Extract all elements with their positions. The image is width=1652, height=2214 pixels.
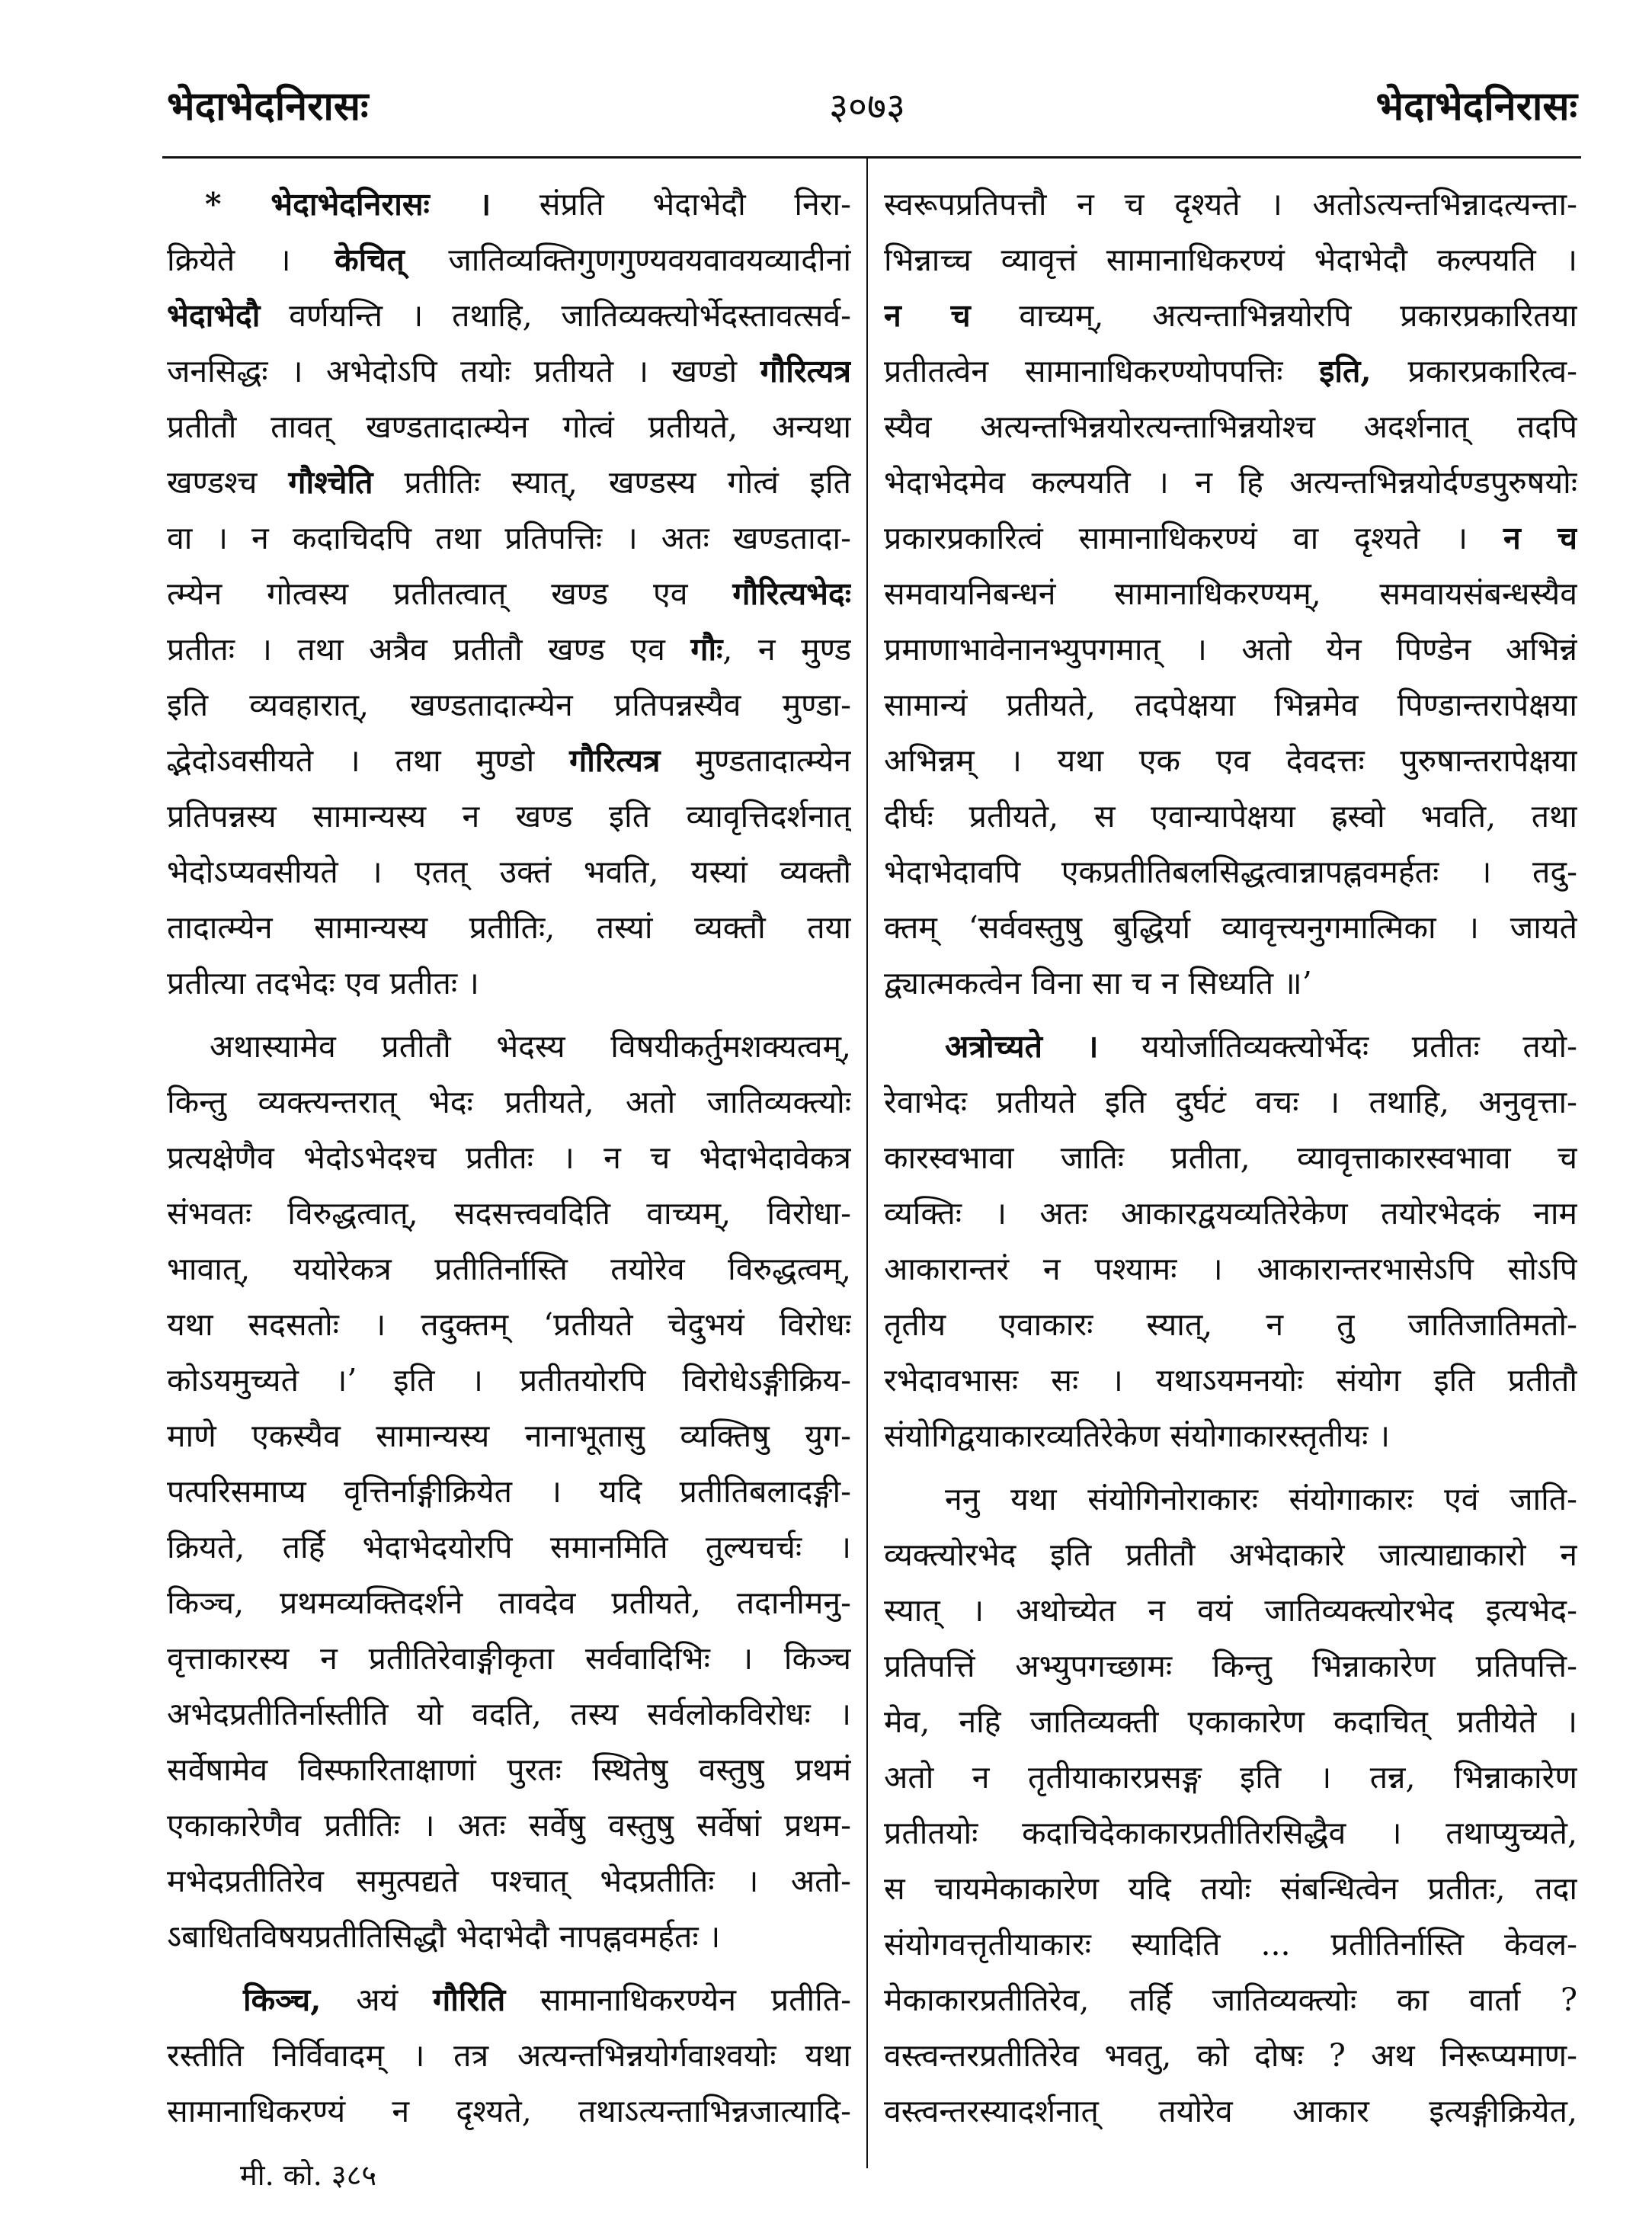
text-run: मुण्डतादात्म्येन	[660, 742, 851, 779]
text-line	[167, 1798, 851, 1854]
bold-term: अत्रोच्यते ।	[945, 1028, 1099, 1065]
text-line	[167, 622, 851, 678]
text-line	[167, 956, 851, 1011]
text-run: वा । न कदाचिदपि तथा प्रतिपत्तिः । अतः खण्डतादा-	[167, 520, 851, 556]
text-run: भेदाभेदमेव कल्पयति । न हि अत्यन्तभिन्नयोर्दण्डपुरुषयोः	[884, 464, 1577, 501]
text-line	[884, 1472, 1577, 1527]
bold-term: केचित्	[335, 242, 405, 278]
text-run: पत्परिसमाप्य वृत्तिर्नाङ्गीक्रियेत । यदि प्रतीतिबलादङ्गी-	[167, 1473, 851, 1510]
text-run: किन्तु व्यक्त्यन्तरात् भेदः प्रतीयते, अतो जातिव्यक्त्योः	[167, 1084, 851, 1120]
text-run: वृत्ताकारस्य न प्रतीतिरेवाङ्गीकृता सर्ववादिभिः । किञ्च	[167, 1640, 851, 1677]
text-line	[167, 1742, 851, 1798]
text-run: सामानाधिकरण्यं न दृश्यते, तथाऽत्यन्ताभिन्नजात्यादि-	[167, 2093, 851, 2129]
text-line	[167, 1075, 851, 1130]
text-line	[167, 455, 851, 511]
text-run: रेवाभेदः प्रतीयते इति दुर्घटं वचः । तथाहि, अनुवृत्ता-	[884, 1084, 1577, 1120]
bold-term: न च	[884, 297, 971, 334]
text-run: कारस्वभावा जातिः प्रतीता, व्यावृत्ताकारस्वभावा च	[884, 1139, 1577, 1176]
text-run: वस्त्वन्तरप्रतीतिरेव भवतु, को दोषः ? अथ निरूप्यमाण-	[884, 2037, 1577, 2074]
text-run: कोऽयमुच्यते ।’ इति । प्रतीतयोरपि विरोधेऽङ्गीक्रिय-	[167, 1362, 851, 1399]
text-run: भावात्, ययोरेकत्र प्रतीतिर्नास्ति तयोरेव विरुद्धत्वम्,	[167, 1251, 851, 1287]
text-line	[884, 956, 1577, 1011]
text-line	[167, 232, 851, 288]
text-line	[884, 1583, 1577, 1639]
column-divider	[866, 158, 868, 2168]
text-line	[167, 1687, 851, 1742]
header-rule	[162, 156, 1581, 159]
text-line	[884, 678, 1577, 733]
text-run: संयोगवत्तृतीयाकारः स्यादिति ... प्रतीतिर्नास्ति केवल-	[884, 1926, 1577, 1962]
right-column	[884, 177, 1577, 2139]
paragraph	[167, 1019, 851, 1965]
paragraph	[884, 177, 1577, 1011]
text-run: स्वरूपप्रतिपत्तौ न च दृश्यते । अतोऽत्यन्तभिन्नादत्यन्ता-	[884, 186, 1577, 223]
text-run: अथास्यामेव प्रतीतौ भेदस्य विषयीकर्तुमशक्यत्वम्,	[210, 1028, 851, 1065]
text-line	[884, 844, 1577, 900]
text-line	[884, 1130, 1577, 1186]
text-line	[884, 1750, 1577, 1805]
text-line	[167, 733, 851, 789]
text-line	[884, 2084, 1577, 2139]
text-run: सामानाधिकरण्येन प्रतीति-	[505, 1982, 851, 2018]
text-line	[167, 511, 851, 566]
text-run: स चायमेकाकारेण यदि तयोः संबन्धित्वेन प्रतीतः, तदा	[884, 1870, 1577, 1907]
text-line	[167, 1520, 851, 1575]
text-run: प्रतीत्या तदभेदः एव प्रतीतः ।	[167, 965, 479, 1001]
text-line	[884, 1694, 1577, 1750]
text-line	[167, 1019, 851, 1075]
text-run: ऽबाधितविषयप्रतीतिसिद्धौ भेदाभेदौ नापह्नवमर्हतः ।	[167, 1918, 721, 1955]
text-run: किञ्च, प्रथमव्यक्तिदर्शने तावदेव प्रतीयते, तदानीमनु-	[167, 1584, 851, 1621]
text-run: एकाकारेणैव प्रतीतिः । अतः सर्वेषु वस्तुषु सर्वेषां प्रथम-	[167, 1807, 851, 1844]
text-run: ययोर्जातिव्यक्त्योर्भेदः प्रतीतः तयो-	[1098, 1028, 1577, 1065]
text-line	[167, 566, 851, 622]
text-run: अभिन्नम् । यथा एक एव देवदत्तः पुरुषान्तरापेक्षया	[884, 742, 1577, 779]
text-line	[167, 177, 851, 232]
text-run: अयं	[321, 1982, 434, 2018]
text-line	[167, 1464, 851, 1520]
bold-term: गौः	[690, 631, 723, 668]
text-line	[884, 1917, 1577, 1972]
text-run: अतो न तृतीयाकारप्रसङ्ग इति । तन्न, भिन्नाकारेण	[884, 1759, 1577, 1796]
text-line	[884, 511, 1577, 566]
text-line	[884, 900, 1577, 956]
text-run: माणे एकस्यैव सामान्यस्य नानाभूतासु व्यक्तिषु युग-	[167, 1418, 851, 1454]
text-run: प्रकारप्रकारित्वं सामानाधिकरण्यं वा दृश्यते ।	[884, 520, 1503, 556]
text-line	[167, 1130, 851, 1186]
text-run: मेकाकारप्रतीतिरेव, तर्हि जातिव्यक्त्योः का वार्ता ?	[884, 1982, 1577, 2018]
left-column	[167, 177, 851, 2139]
text-run: अभेदप्रतीतिर्नास्तीति यो वदति, तस्य सर्वलोकविरोधः ।	[167, 1696, 851, 1732]
text-run: खण्डश्च	[167, 464, 289, 501]
text-line	[167, 1631, 851, 1687]
text-run: प्रतिपन्नस्य सामान्यस्य न खण्ड इति व्यावृत्तिदर्शनात्	[167, 798, 851, 835]
signature-mark: मी. को. ३८५	[240, 2158, 377, 2192]
text-run: व्यक्तिः । अतः आकारद्वयव्यतिरेकेण तयोरभेदकं नाम	[884, 1195, 1577, 1232]
bold-term: गौरिति	[433, 1982, 506, 2018]
text-line	[167, 1909, 851, 1965]
text-line	[884, 1639, 1577, 1694]
text-run: वर्णयन्ति । तथाहि, जातिव्यक्त्योर्भेदस्तावत्सर्व-	[260, 297, 851, 334]
running-head-left: भेदाभेदनिरासः	[167, 83, 369, 130]
text-line	[884, 1242, 1577, 1297]
text-line	[167, 900, 851, 956]
text-line	[167, 2028, 851, 2084]
text-line	[884, 1297, 1577, 1353]
text-line	[884, 232, 1577, 288]
text-run: , न मुण्ड	[722, 631, 851, 668]
text-line	[167, 1972, 851, 2028]
text-run: जातिव्यक्तिगुणगुण्यवयवावयव्यादीनां	[404, 242, 851, 278]
text-run: मभेदप्रतीतिरेव समुत्पद्यते पश्चात् भेदप्रतीतिः । अतो-	[167, 1863, 851, 1899]
text-line	[167, 399, 851, 455]
text-line	[167, 789, 851, 844]
text-run: प्रतीतत्वेन सामानाधिकरण्योपपत्तिः	[884, 353, 1320, 389]
text-run: आकारान्तरं न पश्यामः । आकारान्तरभासेऽपि सोऽपि	[884, 1251, 1577, 1287]
text-run: प्रतीतिः स्यात्, खण्डस्य गोत्वं इति	[373, 464, 851, 501]
bold-term: * भेदाभेदनिरासः ।	[205, 186, 491, 223]
text-run: प्रतिपत्तिं अभ्युपगच्छामः किन्तु भिन्नाकारेण प्रतिपत्ति-	[884, 1648, 1577, 1684]
text-run: रस्तीति निर्विवादम् । तत्र अत्यन्तभिन्नयोर्गवाश्वयोः यथा	[167, 2037, 851, 2074]
text-line	[167, 844, 851, 900]
text-line	[167, 678, 851, 733]
text-run: प्रकारप्रकारित्व-	[1371, 353, 1577, 389]
text-line	[884, 288, 1577, 344]
text-run: प्रतीतौ तावत् खण्डतादात्म्येन गोत्वं प्रतीयते, अन्यथा	[167, 409, 851, 445]
text-run: द्व्यात्मकत्वेन विना सा च न सिध्यति ॥’	[884, 965, 1312, 1001]
text-run: स्यात् । अथोच्येत न वयं जातिव्यक्त्योरभेद इत्यभेद-	[884, 1592, 1577, 1629]
text-line	[884, 399, 1577, 455]
bold-term: भेदाभेदौ	[167, 297, 261, 334]
text-line	[884, 789, 1577, 844]
text-line	[167, 1408, 851, 1464]
bold-term: न च	[1503, 520, 1577, 556]
text-run: प्रतीतः । तथा अत्रैव प्रतीतौ खण्ड एव	[167, 631, 691, 668]
text-line	[167, 1353, 851, 1408]
text-run: यथा सदसतोः । तदुक्तम् ‘प्रतीयते चेदुभयं विरोधः	[167, 1306, 851, 1343]
text-run: स्यैव अत्यन्तभिन्नयोरत्यन्ताभिन्नयोश्च अदर्शनात् तदपि	[884, 409, 1577, 445]
text-line	[167, 1186, 851, 1242]
text-line	[884, 1019, 1577, 1075]
paragraph	[884, 1472, 1577, 2139]
text-run: संप्रति भेदाभेदौ निरा-	[491, 186, 851, 223]
text-run: सर्वेषामेव विस्फारिताक्षाणां पुरतः स्थितेषु वस्तुषु प्रथमं	[167, 1751, 851, 1788]
page-number: ३०७३	[829, 85, 905, 128]
text-run: इति व्यवहारात्, खण्डतादात्म्येन प्रतिपन्नस्यैव मुण्डा-	[167, 687, 851, 723]
text-run: दीर्घः प्रतीयते, स एवान्यापेक्षया ह्रस्वो भवति, तथा	[884, 798, 1577, 835]
text-run: संभवतः विरुद्धत्वात्, सदसत्त्ववदिति वाच्यम्, विरोधा-	[167, 1195, 851, 1232]
text-line	[884, 1353, 1577, 1408]
bold-term: गौरित्यत्र	[569, 742, 661, 779]
text-run: संयोगिद्वयाकारव्यतिरेकेण संयोगाकारस्तृतीयः ।	[884, 1418, 1391, 1454]
bold-term: गौरित्यभेदः	[732, 575, 851, 612]
text-line	[167, 1242, 851, 1297]
text-line	[884, 733, 1577, 789]
text-run: समवायनिबन्धनं सामानाधिकरण्यम्, समवायसंबन्धस्यैव	[884, 575, 1577, 612]
text-run: ननु यथा संयोगिनोराकारः संयोगाकारः एवं जाति-	[945, 1481, 1577, 1517]
bold-term: किञ्च,	[243, 1982, 322, 2018]
paragraph	[884, 1019, 1577, 1464]
text-run: मेव, नहि जातिव्यक्ती एकाकारेण कदाचित् प्रतीयेते ।	[884, 1703, 1577, 1740]
bold-term: गौरित्यत्र	[760, 353, 851, 389]
text-run: तृतीय एवाकारः स्यात्, न तु जातिजातिमतो-	[884, 1306, 1577, 1343]
text-run: भेदोऽप्यवसीयते । एतत् उक्तं भवति, यस्यां व्यक्तौ	[167, 854, 851, 890]
text-run: वस्त्वन्तरस्यादर्शनात् तयोरेव आकार इत्यङ्गीक्रियेत,	[884, 2093, 1577, 2129]
text-line	[884, 1186, 1577, 1242]
text-line	[167, 2084, 851, 2139]
text-run: भिन्नाच्च व्यावृत्तं सामानाधिकरण्यं भेदाभेदौ कल्पयति ।	[884, 242, 1577, 278]
text-run: प्रत्यक्षेणैव भेदोऽभेदश्च प्रतीतः । न च भेदाभेदावेकत्र	[167, 1139, 851, 1176]
text-line	[884, 344, 1577, 399]
text-line	[167, 1575, 851, 1631]
text-line	[884, 1972, 1577, 2028]
text-line	[884, 1408, 1577, 1464]
paragraph	[167, 177, 851, 1011]
text-line	[167, 1297, 851, 1353]
text-run: त्म्येन गोत्वस्य प्रतीतत्वात् खण्ड एव	[167, 575, 733, 612]
text-line	[884, 455, 1577, 511]
text-line	[884, 622, 1577, 678]
text-run: वाच्यम्, अत्यन्ताभिन्नयोरपि प्रकारप्रकारितया	[970, 297, 1577, 334]
bold-term: इति,	[1319, 353, 1372, 389]
text-line	[884, 566, 1577, 622]
text-run: प्रमाणाभावेनानभ्युपगमात् । अतो येन पिण्डेन अभिन्नं	[884, 631, 1577, 668]
text-line	[884, 1861, 1577, 1917]
text-run: रभेदावभासः सः । यथाऽयमनयोः संयोग इति प्रतीतौ	[884, 1362, 1577, 1399]
text-run: तादात्म्येन सामान्यस्य प्रतीतिः, तस्यां व्यक्तौ तया	[167, 909, 851, 946]
text-line	[884, 177, 1577, 232]
text-run: द्भेदोऽवसीयते । तथा मुण्डो	[167, 742, 570, 779]
text-run: क्रियते, तर्हि भेदाभेदयोरपि समानमिति तुल्यचर्चः ।	[167, 1529, 851, 1565]
text-line	[884, 1527, 1577, 1583]
text-run: प्रतीतयोः कदाचिदेकाकारप्रतीतिरसिद्धैव । तथाप्युच्यते,	[884, 1815, 1577, 1851]
text-run: क्तम् ‘सर्ववस्तुषु बुद्धिर्या व्यावृत्त्यनुगमात्मिका । जायते	[884, 909, 1577, 946]
text-line	[167, 288, 851, 344]
running-header	[167, 82, 1577, 131]
text-line	[884, 2028, 1577, 2084]
running-head-right: भेदाभेदनिरासः	[1375, 83, 1577, 130]
text-line	[884, 1075, 1577, 1130]
text-line	[884, 1805, 1577, 1861]
bold-term: गौश्चेति	[288, 464, 373, 501]
text-line	[167, 1854, 851, 1909]
text-run: व्यक्त्योरभेद इति प्रतीतौ अभेदाकारे जात्याद्याकारो न	[884, 1536, 1577, 1573]
text-run: सामान्यं प्रतीयते, तदपेक्षया भिन्नमेव पिण्डान्तरापेक्षया	[884, 687, 1577, 723]
text-run: भेदाभेदावपि एकप्रतीतिबलसिद्धत्वान्नापह्नवमर्हतः । तदु-	[884, 854, 1577, 890]
text-line	[167, 344, 851, 399]
text-run: क्रियेते ।	[167, 242, 335, 278]
paragraph	[167, 1972, 851, 2139]
text-run: जनसिद्धः । अभेदोऽपि तयोः प्रतीयते । खण्डो	[167, 353, 760, 389]
